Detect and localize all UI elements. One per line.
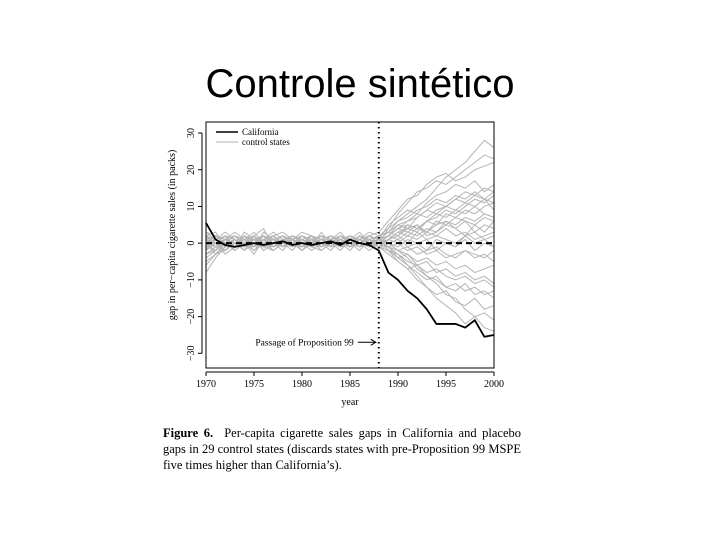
- y-tick-label: −30: [186, 345, 197, 362]
- slide-title: Controle sintético: [205, 62, 515, 106]
- caption-label: Figure 6.: [163, 426, 214, 440]
- y-tick-label: 10: [186, 201, 197, 212]
- y-axis: [186, 128, 202, 361]
- x-tick-label: 1970: [196, 379, 216, 390]
- legend-label-california: California: [242, 127, 279, 137]
- annotation: [255, 337, 375, 348]
- x-axis-label: year: [341, 397, 359, 408]
- x-tick-label: 1985: [340, 379, 360, 390]
- caption-text: Per-capita cigarette sales gaps in California and placebo gaps in 29 control states (discards states with pre-Proposition 99 MSPE five times higher than California’s).: [163, 426, 521, 472]
- x-axis: [196, 372, 504, 390]
- y-tick-label: −20: [186, 308, 197, 325]
- figure-caption: [163, 425, 521, 473]
- x-tick-label: 1980: [292, 379, 312, 390]
- x-tick-label: 1995: [436, 379, 456, 390]
- series-control-state-1: [206, 140, 494, 250]
- legend: [216, 127, 290, 147]
- y-tick-label: −10: [186, 272, 197, 288]
- y-axis-label: gap in per−capita cigarette sales (in packs): [167, 149, 178, 321]
- x-tick-label: 1975: [244, 379, 264, 390]
- legend-label-control-states: control states: [242, 137, 290, 147]
- x-tick-label: 1990: [388, 379, 408, 390]
- y-tick-label: 30: [186, 128, 197, 139]
- y-tick-label: 20: [186, 164, 197, 175]
- x-tick-label: 2000: [484, 379, 504, 390]
- gap-chart: [160, 118, 520, 418]
- annotation-text: Passage of Proposition 99: [255, 338, 354, 349]
- y-tick-label: 0: [186, 240, 197, 246]
- series-layer: [206, 140, 494, 336]
